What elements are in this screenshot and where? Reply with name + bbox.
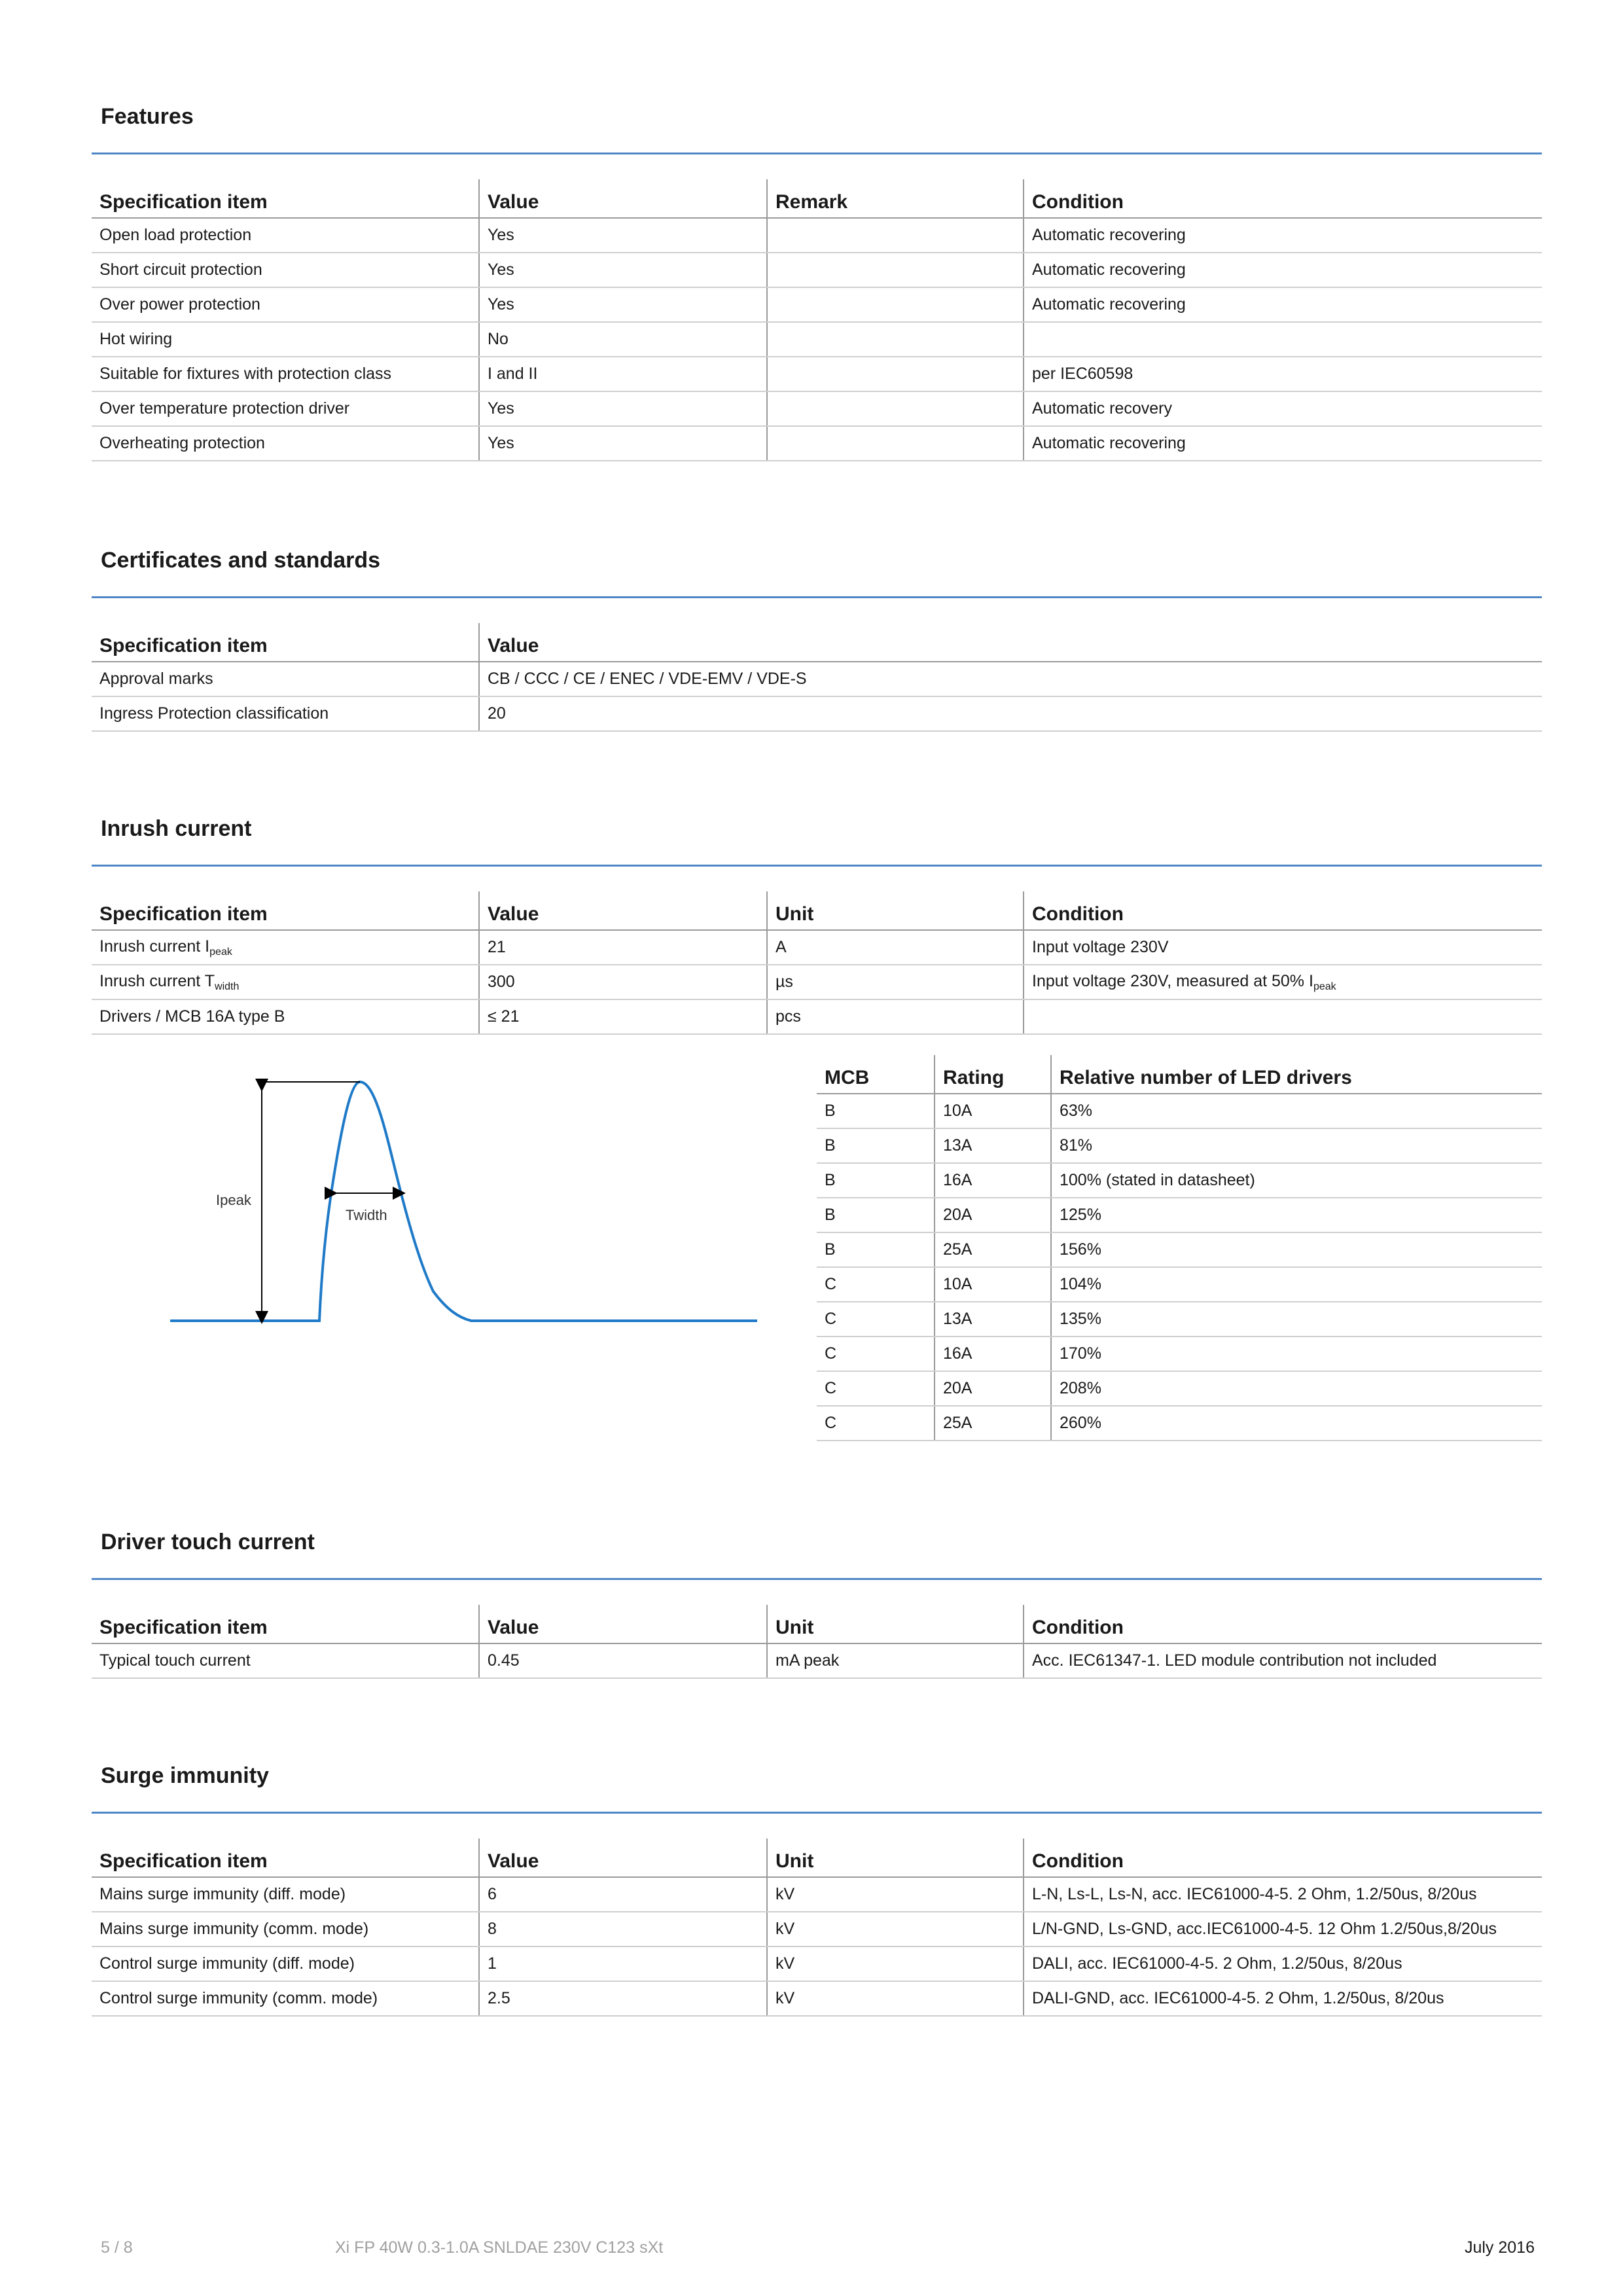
table-cell: 25A [935, 1406, 1051, 1441]
table-cell: Short circuit protection [92, 253, 479, 287]
table-cell: Mains surge immunity (comm. mode) [92, 1912, 479, 1946]
col-header: Relative number of LED drivers [1051, 1055, 1542, 1094]
col-header: Remark [767, 179, 1024, 218]
table-cell: 20A [935, 1371, 1051, 1406]
table-cell: Approval marks [92, 662, 479, 696]
table-cell: per IEC60598 [1024, 357, 1542, 391]
table-cell [1024, 999, 1542, 1034]
inrush-title: Inrush current [92, 804, 1542, 867]
table-row [817, 1371, 1542, 1406]
table-row [92, 1981, 1542, 2016]
table-row [817, 1163, 1542, 1198]
table-row [92, 1912, 1542, 1946]
col-header: Specification item [92, 623, 479, 662]
table-cell: C [817, 1336, 935, 1371]
table-cell: Acc. IEC61347-1. LED module contribution not included [1024, 1643, 1542, 1678]
table-cell: No [479, 322, 767, 357]
table-cell: kV [767, 1877, 1024, 1912]
table-cell: I and II [479, 357, 767, 391]
table-cell: DALI-GND, acc. IEC61000-4-5. 2 Ohm, 1.2/50us, 8/20us [1024, 1981, 1542, 2016]
table-row [92, 696, 1542, 731]
table-cell: Drivers / MCB 16A type B [92, 999, 479, 1034]
waveform-line [170, 1082, 757, 1321]
table-cell: 135% [1051, 1302, 1542, 1336]
touch-current-title: Driver touch current [92, 1517, 1542, 1580]
table-cell: ≤ 21 [479, 999, 767, 1034]
table-cell: Automatic recovering [1024, 287, 1542, 322]
table-cell: Mains surge immunity (diff. mode) [92, 1877, 479, 1912]
table-header-row [817, 1055, 1542, 1094]
table-cell: Typical touch current [92, 1643, 479, 1678]
table-header-row [92, 891, 1542, 930]
table-cell: 6 [479, 1877, 767, 1912]
table-cell: Inrush current $I_{peak}$ [92, 930, 479, 965]
surge-immunity-table [92, 1839, 1542, 2017]
table-cell: Inrush current $T_{width}$ [92, 965, 479, 999]
table-cell: 10A [935, 1094, 1051, 1128]
surge-immunity-title: Surge immunity [92, 1751, 1542, 1814]
table-cell: pcs [767, 999, 1024, 1034]
table-row [92, 287, 1542, 322]
table-cell: Control surge immunity (diff. mode) [92, 1946, 479, 1981]
table-cell: Automatic recovering [1024, 426, 1542, 461]
touch-current-table [92, 1605, 1542, 1679]
table-row [92, 999, 1542, 1034]
table-cell: 125% [1051, 1198, 1542, 1232]
table-cell: 16A [935, 1163, 1051, 1198]
features-table [92, 179, 1542, 461]
table-cell: L-N, Ls-L, Ls-N, acc. IEC61000-4-5. 2 Ohm, 1.2/50us, 8/20us [1024, 1877, 1542, 1912]
table-cell [767, 322, 1024, 357]
col-header: MCB [817, 1055, 935, 1094]
table-cell: Yes [479, 287, 767, 322]
document-date: July 2016 [1464, 2238, 1535, 2257]
table-cell: 1 [479, 1946, 767, 1981]
table-cell: Control surge immunity (comm. mode) [92, 1981, 479, 2016]
col-header: Condition [1024, 891, 1542, 930]
table-cell: 208% [1051, 1371, 1542, 1406]
table-cell: 0.45 [479, 1643, 767, 1678]
col-header: Rating [935, 1055, 1051, 1094]
table-row [817, 1094, 1542, 1128]
table-cell: C [817, 1406, 935, 1441]
table-cell: Overheating protection [92, 426, 479, 461]
table-cell: Automatic recovery [1024, 391, 1542, 426]
features-title: Features [92, 92, 1542, 154]
twidth-label: Twidth [346, 1207, 387, 1223]
table-cell: 300 [479, 965, 767, 999]
table-row [92, 1946, 1542, 1981]
table-cell: mA peak [767, 1643, 1024, 1678]
table-cell: kV [767, 1981, 1024, 2016]
table-cell: Ingress Protection classification [92, 696, 479, 731]
table-cell: 81% [1051, 1128, 1542, 1163]
table-row [817, 1336, 1542, 1371]
table-cell [767, 218, 1024, 253]
table-cell: Input voltage 230V [1024, 930, 1542, 965]
table-header-row [92, 623, 1542, 662]
col-header: Specification item [92, 1605, 479, 1643]
table-cell: Automatic recovering [1024, 218, 1542, 253]
table-cell [767, 426, 1024, 461]
table-cell: CB / CCC / CE / ENEC / VDE-EMV / VDE-S [479, 662, 1542, 696]
table-row [817, 1406, 1542, 1441]
product-name: Xi FP 40W 0.3-1.0A SNLDAE 230V C123 sXt [335, 2238, 664, 2257]
table-cell: 100% (stated in datasheet) [1051, 1163, 1542, 1198]
table-cell: Suitable for fixtures with protection class [92, 357, 479, 391]
table-cell: B [817, 1198, 935, 1232]
features-section [92, 92, 1542, 452]
table-cell [767, 253, 1024, 287]
table-cell: Hot wiring [92, 322, 479, 357]
inrush-table [92, 891, 1542, 1035]
table-cell [767, 287, 1024, 322]
table-cell: Over temperature protection driver [92, 391, 479, 426]
col-header: Unit [767, 891, 1024, 930]
table-cell: C [817, 1267, 935, 1302]
table-header-row [92, 179, 1542, 218]
col-header: Value [479, 1839, 767, 1877]
table-cell: Over power protection [92, 287, 479, 322]
table-row [92, 1877, 1542, 1912]
table-cell: C [817, 1371, 935, 1406]
table-cell: A [767, 930, 1024, 965]
table-cell: 8 [479, 1912, 767, 1946]
inrush-waveform-diagram [170, 1066, 851, 1354]
table-cell: 63% [1051, 1094, 1542, 1128]
table-row [92, 253, 1542, 287]
col-header: Unit [767, 1839, 1024, 1877]
table-cell: 20A [935, 1198, 1051, 1232]
certificates-section [92, 535, 1542, 723]
table-row [92, 662, 1542, 696]
table-cell [767, 391, 1024, 426]
table-cell: 25A [935, 1232, 1051, 1267]
col-header: Specification item [92, 891, 479, 930]
table-cell: 20 [479, 696, 1542, 731]
certificates-title: Certificates and standards [92, 535, 1542, 598]
table-cell: 10A [935, 1267, 1051, 1302]
table-cell: 170% [1051, 1336, 1542, 1371]
table-row [817, 1232, 1542, 1267]
table-row [92, 930, 1542, 965]
touch-current-section [92, 1517, 1542, 1670]
col-header: Specification item [92, 179, 479, 218]
table-cell: 21 [479, 930, 767, 965]
table-row [92, 965, 1542, 999]
table-cell [1024, 322, 1542, 357]
table-cell: Automatic recovering [1024, 253, 1542, 287]
table-cell: B [817, 1232, 935, 1267]
table-cell: B [817, 1128, 935, 1163]
table-row [817, 1267, 1542, 1302]
table-cell: 13A [935, 1128, 1051, 1163]
col-header: Condition [1024, 179, 1542, 218]
table-cell: L/N-GND, Ls-GND, acc.IEC61000-4-5. 12 Ohm 1.2/50us,8/20us [1024, 1912, 1542, 1946]
table-cell: Yes [479, 253, 767, 287]
table-cell: 260% [1051, 1406, 1542, 1441]
col-header: Specification item [92, 1839, 479, 1877]
table-cell: DALI, acc. IEC61000-4-5. 2 Ohm, 1.2/50us, 8/20us [1024, 1946, 1542, 1981]
table-cell: 156% [1051, 1232, 1542, 1267]
table-cell: Yes [479, 391, 767, 426]
col-header: Value [479, 1605, 767, 1643]
page-number: 5 / 8 [101, 2238, 133, 2257]
col-header: Value [479, 623, 1542, 662]
table-cell: 16A [935, 1336, 1051, 1371]
table-cell: B [817, 1163, 935, 1198]
inrush-section [92, 804, 1542, 1432]
table-cell: Open load protection [92, 218, 479, 253]
table-row [92, 391, 1542, 426]
table-row [817, 1128, 1542, 1163]
table-row [92, 322, 1542, 357]
table-cell: Yes [479, 218, 767, 253]
table-cell [767, 357, 1024, 391]
table-row [92, 357, 1542, 391]
table-header-row [92, 1839, 1542, 1877]
table-cell: C [817, 1302, 935, 1336]
table-cell: Input voltage 230V, measured at 50% $I_{peak}$ [1024, 965, 1542, 999]
table-row [92, 426, 1542, 461]
table-cell: 13A [935, 1302, 1051, 1336]
table-cell: kV [767, 1912, 1024, 1946]
table-cell: Yes [479, 426, 767, 461]
certificates-table [92, 623, 1542, 732]
col-header: Value [479, 891, 767, 930]
table-cell: µs [767, 965, 1024, 999]
col-header: Condition [1024, 1605, 1542, 1643]
col-header: Value [479, 179, 767, 218]
table-row [817, 1198, 1542, 1232]
mcb-table [817, 1055, 1542, 1441]
surge-immunity-section [92, 1751, 1542, 2007]
table-row [92, 218, 1542, 253]
col-header: Condition [1024, 1839, 1542, 1877]
table-header-row [92, 1605, 1542, 1643]
ipeak-label: Ipeak [216, 1192, 251, 1208]
table-cell: B [817, 1094, 935, 1128]
table-row [817, 1302, 1542, 1336]
col-header: Unit [767, 1605, 1024, 1643]
table-cell: kV [767, 1946, 1024, 1981]
table-cell: 2.5 [479, 1981, 767, 2016]
table-row [92, 1643, 1542, 1678]
table-cell: 104% [1051, 1267, 1542, 1302]
